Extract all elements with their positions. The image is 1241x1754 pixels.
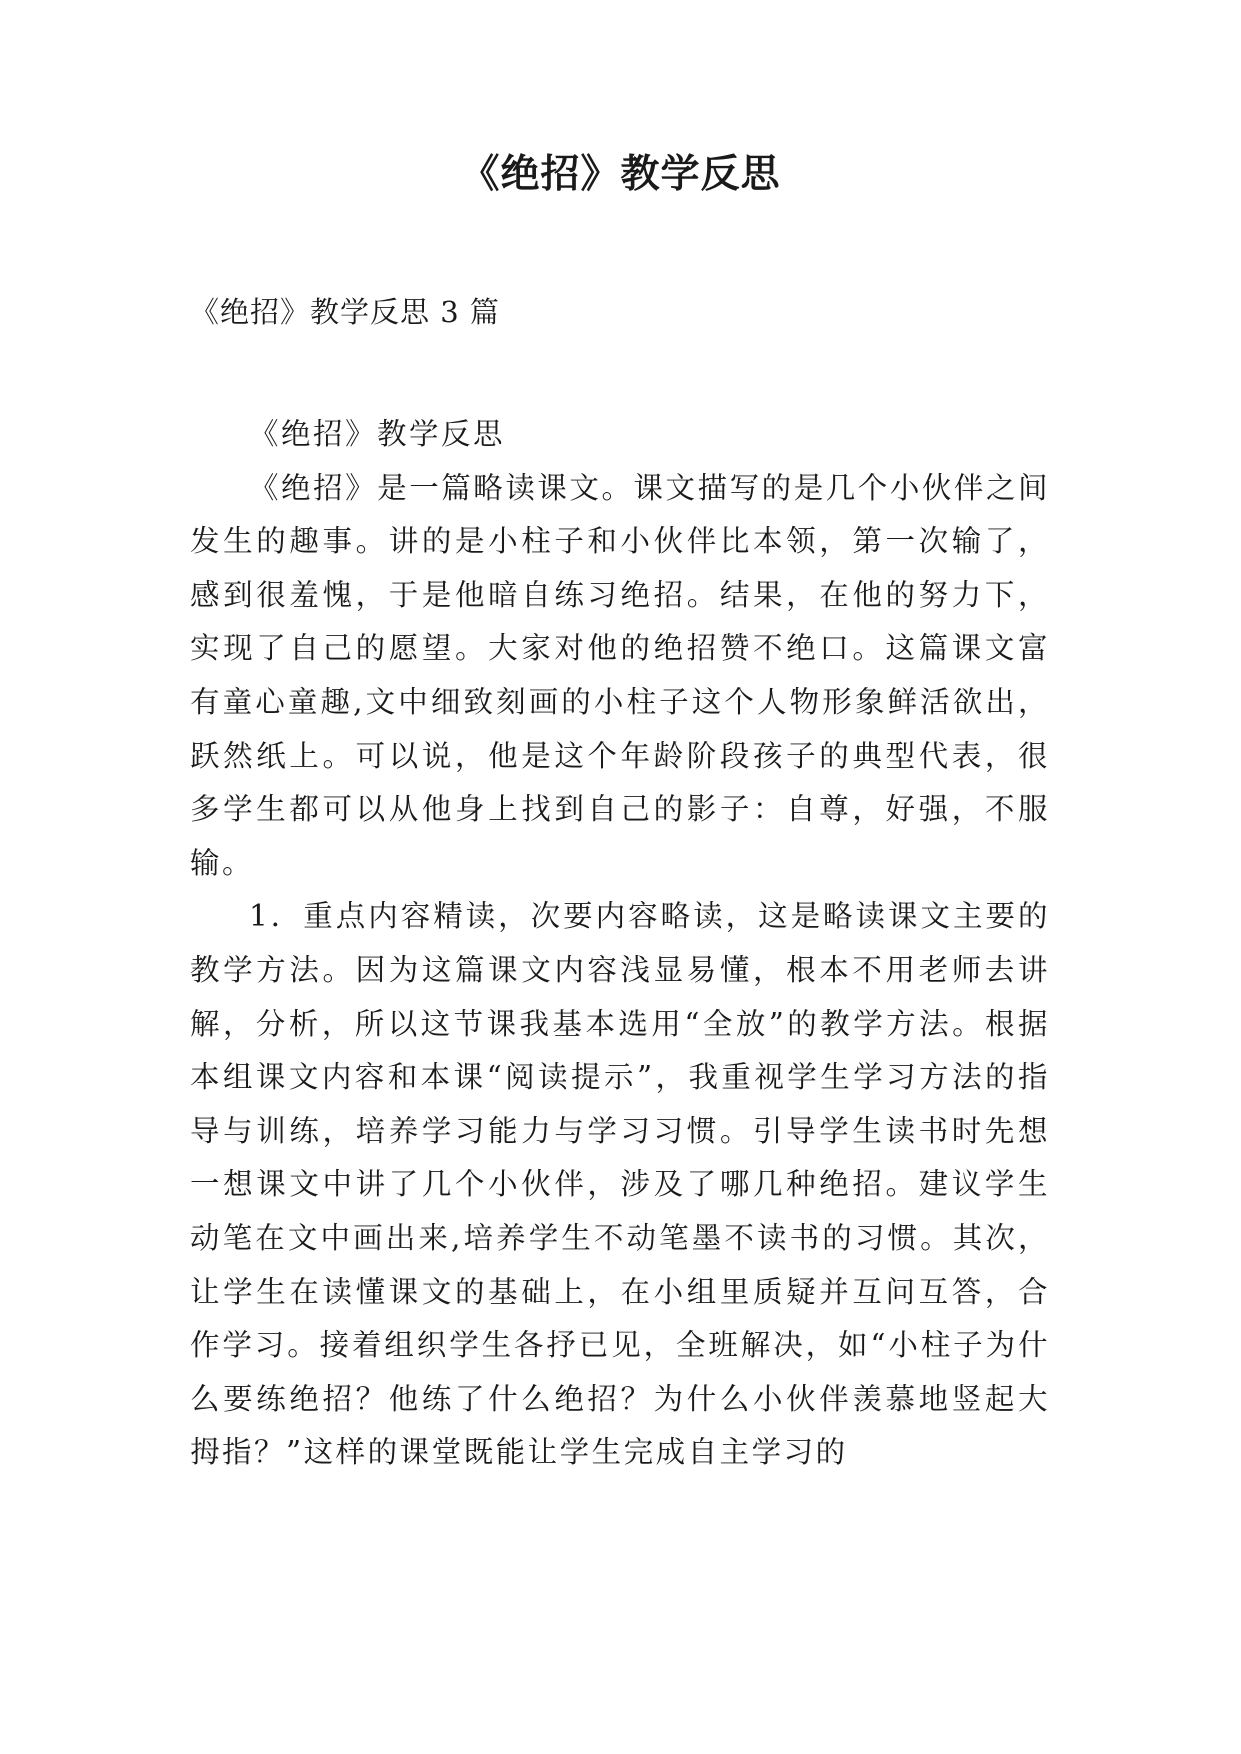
body-paragraph-1: 《绝招》是一篇略读课文。课文描写的是几个小伙伴之间发生的趣事。讲的是小柱子和小伙伴比本领，第一次输了，感到很羞愧，于是他暗自练习绝招。结果，在他的努力下，实现了自己的愿望。大家对他的绝招赞不绝口。这篇课文富有童心童趣,文中细致刻画的小柱子这个人物形象鲜活欲出，跃然纸上。可以说，他是这个年龄阶段孩子的典型代表，很多学生都可以从他身上找到自己的影子：自尊，好强，不服输。: [190, 470, 1050, 880]
section-heading: 《绝招》教学反思: [249, 417, 506, 451]
body-paragraph-2: 1．重点内容精读，次要内容略读，这是略读课文主要的教学方法。因为这篇课文内容浅显易懂，根本不用老师去讲解，分析，所以这节课我基本选用“全放”的教学方法。根据本组课文内容和本课“阅读提示”，我重视学生学习方法的指导与训练，培养学习能力与学习习惯。引导学生读书时先想一想课文中讲了几个小伙伴，涉及了哪几种绝招。建议学生动笔在文中画出来,培养学生不动笔墨不读书的习惯。其次，让学生在读懂课文的基础上，在小组里质疑并互问互答，合作学习。接着组织学生各抒已见，全班解决，如“小柱子为什么要练绝招？他练了什么绝招？为什么小伙伴羡慕地竖起大拇指？”这样的课堂既能让学生完成自主学习的: [190, 899, 1050, 1470]
document-title: 《绝招》教学反思: [460, 152, 781, 197]
document-subtitle: 《绝招》教学反思 3 篇: [190, 295, 500, 329]
document-body: [190, 408, 1050, 1480]
